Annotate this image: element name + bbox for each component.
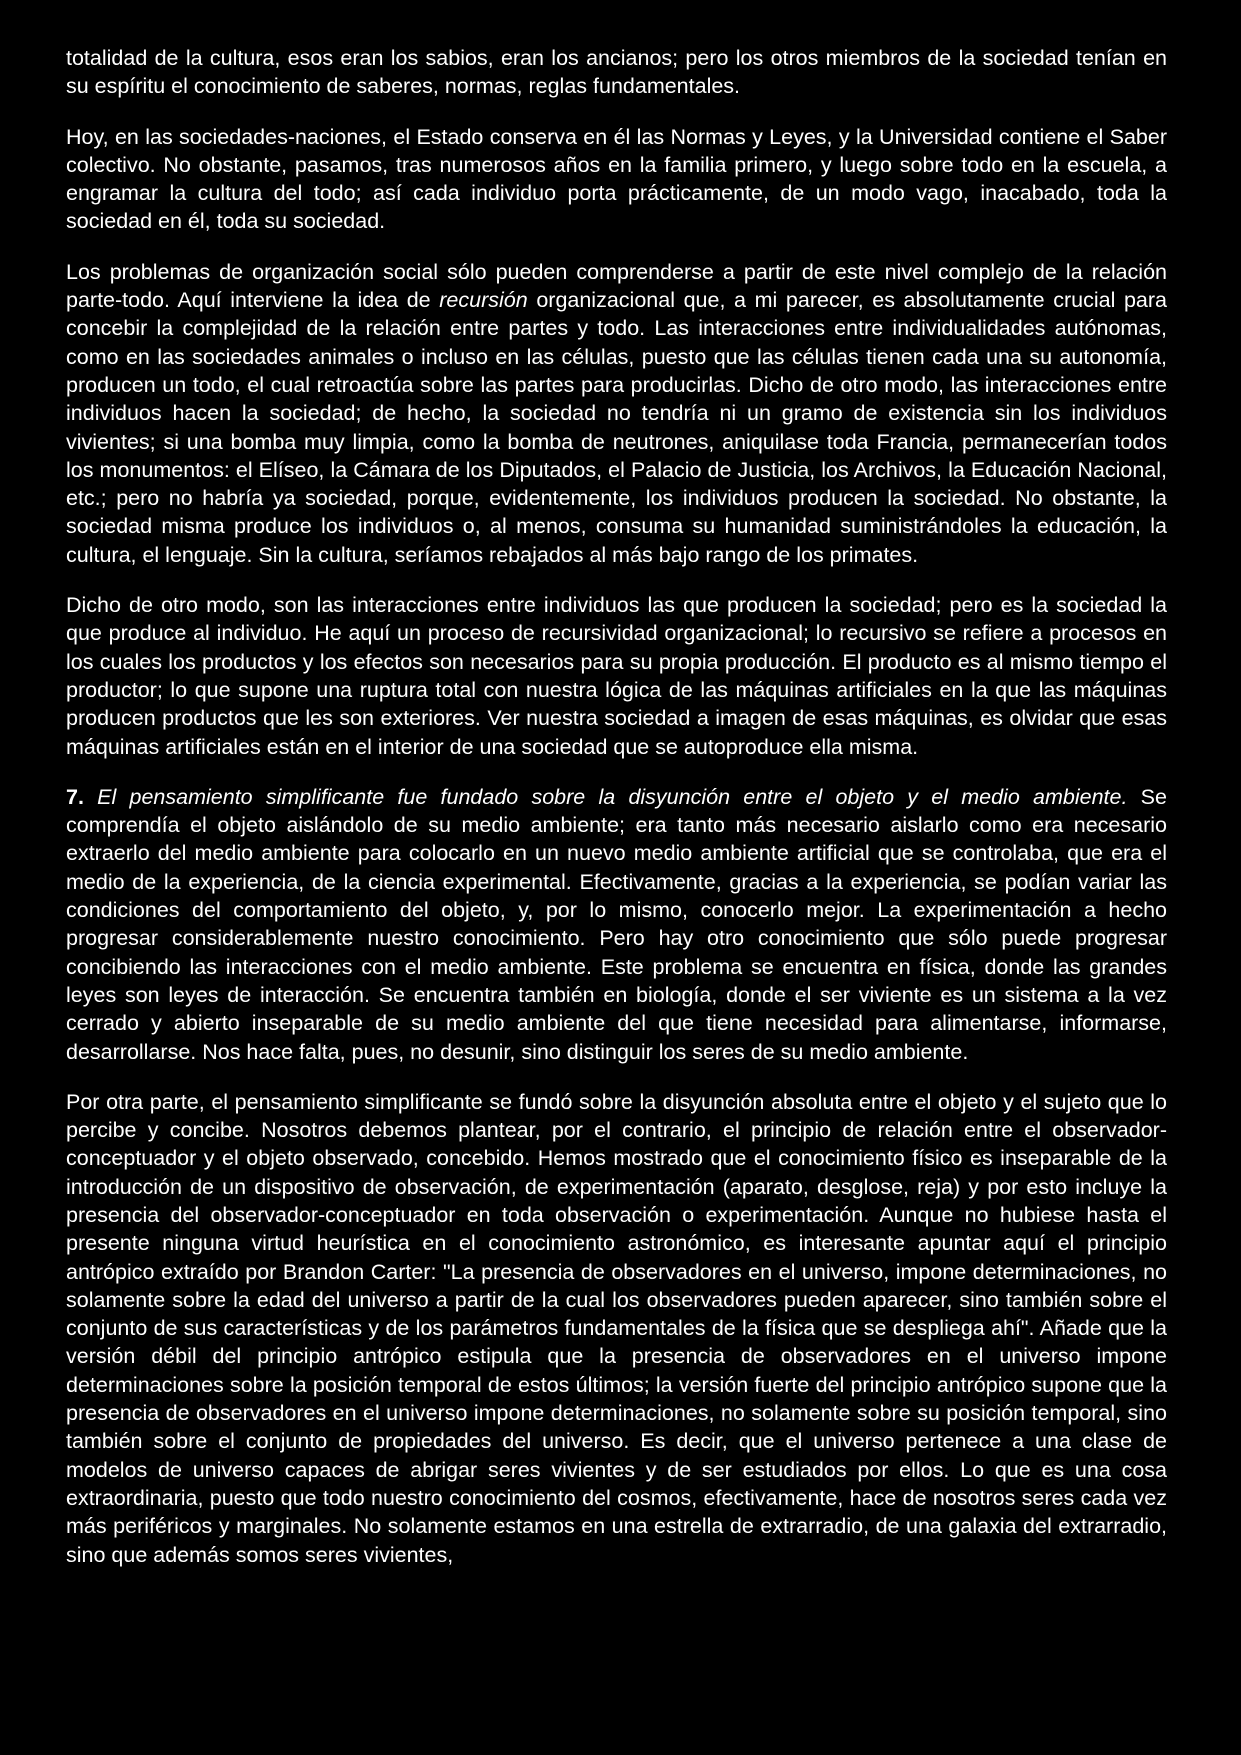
paragraph-2: Hoy, en las sociedades-naciones, el Estado conserva en él las Normas y Leyes, y la Universidad contiene el Saber colectivo. No obstante, pasamos, tras numerosos años en la familia primero, y luego sobre todo en la escuela, a engramar la cultura del todo; así cada individuo porta prácticamente, de un modo vago, inacabado, toda la sociedad en él, toda su sociedad.: [66, 124, 1167, 234]
paragraph-5: [66, 783, 1167, 1066]
paragraph-4: Dicho de otro modo, son las interacciones entre individuos las que producen la sociedad; pero es la sociedad la que produce al individuo. He aquí un proceso de recursividad organizacional; lo recursivo se refiere a procesos en los cuales los productos y los efectos son necesarios para su propia producción. El producto es al mismo tiempo el productor; lo que supone una ruptura total con nuestra lógica de las máquinas artificiales en la que las máquinas producen productos que les son exteriores. Ver nuestra sociedad a imagen de esas máquinas, es olvidar que esas máquinas artificiales están en el interior de una sociedad que se autoproduce ella misma.: [66, 593, 1167, 759]
paragraph-5-text: Se comprendía el objeto aislándolo de su medio ambiente; era tanto más necesario aislarlo como era necesario extraerlo del medio ambiente para colocarlo en un nuevo medio ambiente artificial que se controlaba, que era el medio de la experiencia, de la ciencia experimental. Efectivamente, gracias a la experiencia, se podían variar las condiciones del comportamiento del objeto, y, por lo mismo, conocerlo mejor. La experimentación a hecho progresar considerablemente nuestro conocimiento. Pero hay otro conocimiento que sólo puede progresar concibiendo las interacciones con el medio ambiente. Este problema se encuentra en física, donde las grandes leyes son leyes de interacción. Se encuentra también en biología, donde el ser viviente es un sistema a la vez cerrado y abierto inseparable de su medio ambiente del que tiene necesidad para alimentarse, informarse, desarrollarse. Nos hace falta, pues, no desunir, sino distinguir los seres de su medio ambiente.: [66, 784, 1167, 1064]
section-heading-italic: El pensamiento simplificante fue fundado sobre la disyunción entre el objeto y el medio ambiente.: [97, 784, 1128, 809]
paragraph-6: Por otra parte, el pensamiento simplificante se fundó sobre la disyunción absoluta entre el objeto y el sujeto que lo percibe y concibe. Nosotros debemos plantear, por el contrario, el principio de relación entre el observador-conceptuador y el objeto observado, concebido. Hemos mostrado que el conocimiento físico es inseparable de la introducción de un dispositivo de observación, de experimentación (aparato, desglose, reja) y por esto incluye la presencia del observador-conceptuador en toda observación o experimentación. Aunque no hubiese hasta el presente ninguna virtud heurística en el conocimiento astronómico, es interesante apuntar aquí el principio antrópico extraído por Brandon Carter: "La presencia de observadores en el universo, impone determinaciones, no solamente sobre la edad del universo a partir de la cual los observadores pueden aparecer, sino también sobre el conjunto de sus características y de los parámetros fundamentales de la física que se despliega ahí". Añade que la versión débil del principio antrópico estipula que la presencia de observadores en el universo impone determinaciones sobre la posición temporal de estos últimos; la versión fuerte del principio antrópico supone que la presencia de observadores en el universo impone determinaciones, no solamente sobre su posición temporal, sino también sobre el conjunto de propiedades del universo. Es decir, que el universo pertenece a una clase de modelos de universo capaces de abrigar seres vivientes y de ser estudiados por ellos. Lo que es una cosa extraordinaria, puesto que todo nuestro conocimiento del cosmos, efectivamente, hace de nosotros seres cada vez más periféricos y marginales. No solamente estamos en una estrella de extrarradio, de una galaxia del extrarradio, sino que además somos seres vivientes,: [66, 1089, 1167, 1567]
paragraph-3: [66, 258, 1167, 569]
paragraph-3-text-start: Los problemas de organización social sólo pueden comprenderse a partir de este nivel complejo de la relación parte-todo. Aquí interviene la idea de: [66, 259, 1167, 313]
section-number: 7.: [66, 784, 84, 809]
document-page: [66, 44, 1167, 1569]
paragraph-1: totalidad de la cultura, esos eran los sabios, eran los ancianos; pero los otros miembros de la sociedad tenían en su espíritu el conocimiento de saberes, normas, reglas fundamentales.: [66, 46, 1167, 99]
paragraph-3-text-end: organizacional que, a mi parecer, es absolutamente crucial para concebir la complejidad de la relación entre partes y todo. Las interacciones entre individualidades autónomas, como en las sociedades animales o incluso en las células, puesto que las células tienen cada una su autonomía, producen un todo, el cual retroactúa sobre las partes para producirlas. Dicho de otro modo, las interacciones entre individuos hacen la sociedad; de hecho, la sociedad no tendría ni un gramo de existencia sin los individuos vivientes; si una bomba muy limpia, como la bomba de neutrones, aniquilase toda Francia, permanecerían todos los monumentos: el Elíseo, la Cámara de los Diputados, el Palacio de Justicia, los Archivos, la Educación Nacional, etc.; pero no habría ya sociedad, porque, evidentemente, los individuos producen la sociedad. No obstante, la sociedad misma produce los individuos o, al menos, consuma su humanidad suministrándoles la educación, la cultura, el lenguaje. Sin la cultura, seríamos rebajados al más bajo rango de los primates.: [66, 288, 1167, 567]
paragraph-3-italic-term: recursión: [439, 288, 528, 313]
